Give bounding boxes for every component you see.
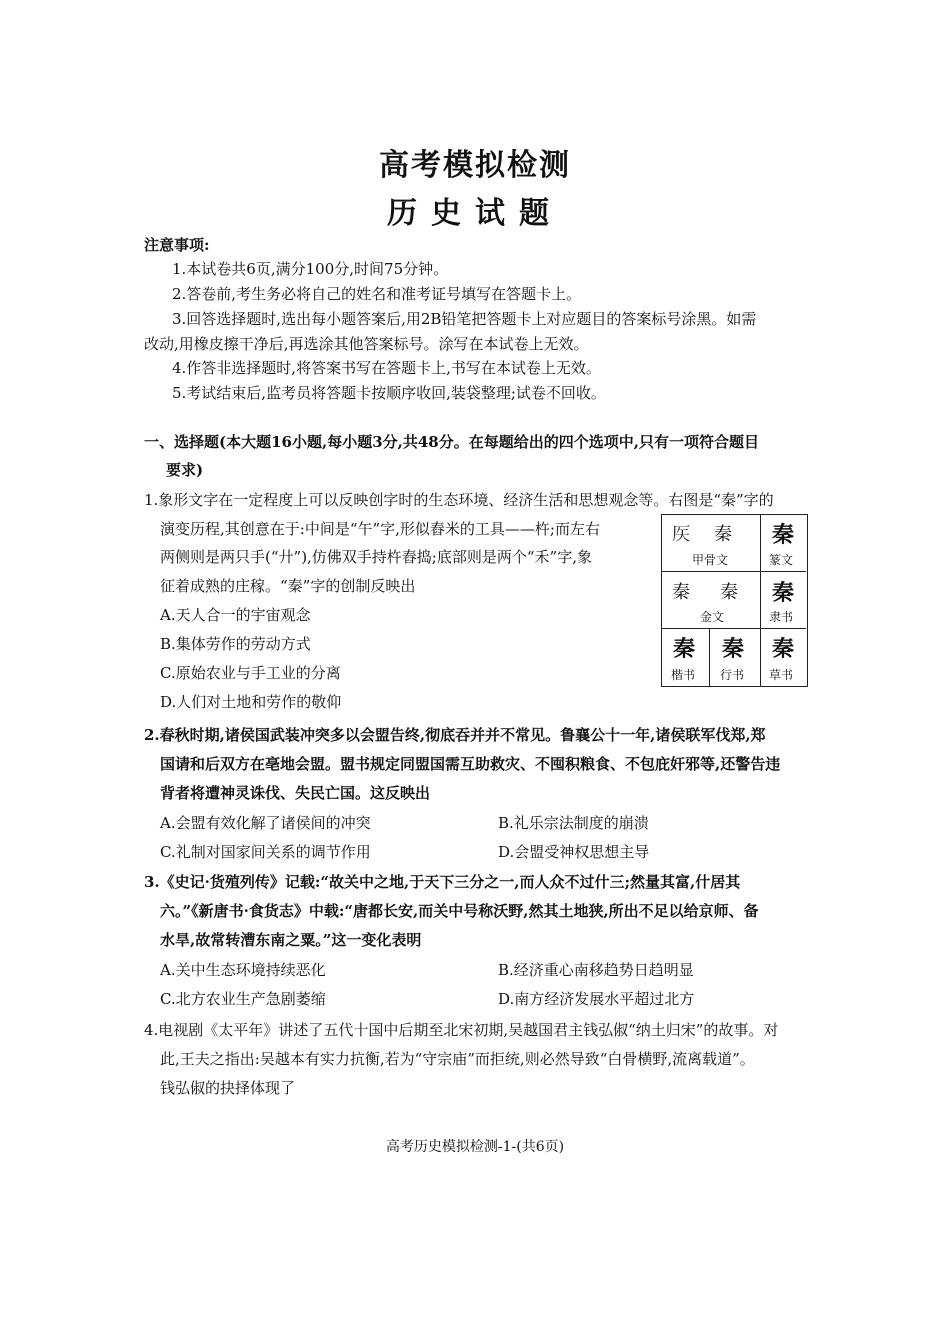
running-glyph: 秦 (722, 636, 745, 662)
table-rule (760, 515, 761, 628)
q3-stem: 六。”《新唐书·食货志》中载:“唐都长安,而关中号称沃野,然其土地狭,所出不足以给京师、备 (160, 902, 759, 920)
bronze-label: 金文 (700, 610, 725, 624)
seal-glyph: 秦 (772, 522, 795, 548)
q1-option-b: B.集体劳作的劳动方式 (160, 635, 311, 653)
q2-option-b: B.礼乐宗法制度的崩溃 (498, 814, 649, 832)
section-heading-cont: 要求) (166, 461, 204, 479)
q2-stem: 背者将遭神灵诛伐、失民亡国。这反映出 (160, 784, 431, 802)
q2-stem: 国请和后双方在亳地会盟。盟书规定同盟国需互助救灾、不囤积粮食、不包庇奸邪等,还警告违 (160, 755, 781, 773)
q4-stem: 钱弘俶的抉择体现了 (160, 1079, 296, 1097)
table-rule (760, 628, 761, 686)
q3-stem: 3.《史记·货殖列传》记载:“故关中之地,于天下三分之一,而人众不过什三;然量其富,什居其 (144, 873, 741, 891)
section-heading: 一、选择题(本大题16小题,每小题3分,共48分。在每题给出的四个选项中,只有一项符合题目 (144, 433, 759, 451)
cursive-glyph: 秦 (772, 636, 795, 662)
notice-item: 2.答卷前,考生务必将自己的姓名和准考证号填写在答题卡上。 (172, 285, 582, 303)
page-footer: 高考历史模拟检测-1-(共6页) (385, 1139, 565, 1155)
q3-stem: 水旱,故常转漕东南之粟。”这一变化表明 (160, 931, 422, 949)
notice-item: 3.回答选择题时,选出每小题答案后,用2B铅笔把答题卡上对应题目的答案标号涂黑。如需 (172, 310, 757, 328)
oracle-glyph: 𥎦 (672, 524, 690, 545)
oracle-label: 甲骨文 (692, 553, 729, 567)
q2-stem: 2.春秋时期,诸侯国武装冲突多以会盟告终,彻底吞并并不常见。鲁襄公十一年,诸侯联军伐郑,郑 (144, 726, 766, 744)
q2-option-c: C.礼制对国家间关系的调节作用 (160, 843, 371, 861)
table-rule (662, 628, 806, 629)
table-rule (709, 628, 710, 686)
q1-stem: 演变历程,其创意在于:中间是“午”字,形似舂米的工具——杵;而左右 (160, 520, 600, 538)
q1-stem: 两侧则是两只手(“廾”),仿佛双手持杵舂捣;底部则是两个“禾”字,象 (160, 548, 592, 566)
exam-title: 高考模拟检测 (379, 148, 571, 183)
regular-label: 楷书 (671, 668, 696, 682)
notice-heading: 注意事项: (144, 236, 210, 254)
notice-item: 改动,用橡皮擦干净后,再选涂其他答案标号。涂写在本试卷上无效。 (144, 335, 589, 353)
notice-item: 5.考试结束后,监考员将答题卡按顺序收回,装袋整理;试卷不回收。 (172, 384, 606, 402)
q3-option-d: D.南方经济发展水平超过北方 (498, 990, 695, 1008)
subject-title: 历史试题 (387, 196, 563, 231)
q1-stem: 1.象形文字在一定程度上可以反映创字时的生态环境、经济生活和思想观念等。右图是“秦”字的 (144, 491, 774, 509)
clerical-label: 隶书 (769, 610, 794, 624)
q3-option-b: B.经济重心南移趋势日趋明显 (498, 961, 694, 979)
oracle-glyph: 秦 (714, 524, 732, 545)
notice-item: 1.本试卷共6页,满分100分,时间75分钟。 (172, 260, 449, 278)
q4-stem: 4.电视剧《太平年》讲述了五代十国中后期至北宋初期,吴越国君主钱弘俶“纳土归宋”的故事。对 (144, 1021, 779, 1039)
bronze-glyph: 秦 (672, 582, 690, 603)
q2-option-d: D.会盟受神权思想主导 (498, 843, 650, 861)
notice-item: 4.作答非选择题时,将答案书写在答题卡上,书写在本试卷上无效。 (172, 359, 601, 377)
running-label: 行书 (720, 668, 745, 682)
cursive-label: 草书 (769, 668, 794, 682)
q2-option-a: A.会盟有效化解了诸侯间的冲突 (160, 814, 371, 832)
clerical-glyph: 秦 (772, 580, 795, 606)
q1-option-c: C.原始农业与手工业的分离 (160, 664, 341, 682)
seal-label: 篆文 (769, 553, 794, 567)
q1-option-d: D.人们对土地和劳作的敬仰 (160, 693, 342, 711)
q3-option-a: A.关中生态环境持续恶化 (160, 961, 326, 979)
q1-option-a: A.天人合一的宇宙观念 (160, 606, 311, 624)
table-rule (662, 571, 806, 572)
q1-stem: 征着成熟的庄稼。“秦”字的创制反映出 (160, 577, 416, 595)
character-evolution-table (661, 514, 808, 687)
q4-stem: 此,王夫之指出:吴越本有实力抗衡,若为“守宗庙”而拒统,则必然导致“白骨横野,流离载道”。 (160, 1050, 755, 1068)
regular-glyph: 秦 (673, 636, 696, 662)
bronze-glyph: 秦 (720, 582, 738, 603)
q3-option-c: C.北方农业生产急剧萎缩 (160, 990, 326, 1008)
